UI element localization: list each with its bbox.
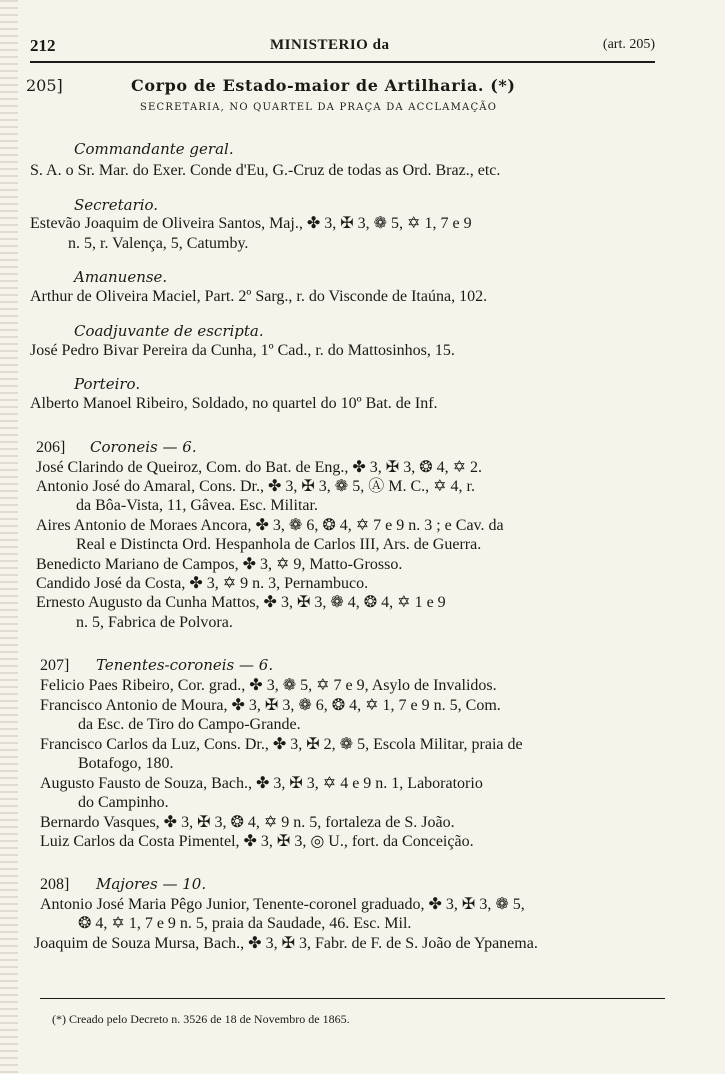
s208-entry-1-cont: ❂ 4, ✡ 1, 7 e 9 n. 5, praia da Saudade, 46. Esc. Mil.: [78, 915, 412, 932]
s207-entry-5: Bernardo Vasques, ✤ 3, ✠ 3, ❂ 4, ✡ 9 n. 5, fortaleza de S. João.: [40, 814, 455, 831]
section-206-heading: Coroneis — 6.: [90, 438, 197, 456]
s206-entry-1: José Clarindo de Queiroz, Com. do Bat. de Eng., ✤ 3, ✠ 3, ❂ 4, ✡ 2.: [36, 459, 483, 476]
s207-entry-4-cont: do Campinho.: [78, 794, 169, 811]
s207-entry-6: Luiz Carlos da Costa Pimentel, ✤ 3, ✠ 3, ◎ U., fort. da Conceição.: [40, 833, 474, 850]
section-207-heading: Tenentes-coroneis — 6.: [96, 656, 274, 674]
porteiro-entry: Alberto Manoel Ribeiro, Soldado, no quartel do 10º Bat. de Inf.: [30, 395, 438, 412]
section-207-number: 207]: [40, 657, 70, 674]
s206-entry-3-cont: Real e Distincta Ord. Hespanhola de Carlos III, Ars. de Guerra.: [76, 536, 482, 553]
secretario-entry-line2: n. 5, r. Valença, 5, Catumby.: [68, 235, 249, 252]
section-title: Corpo de Estado-maior de Artilharia. (*): [131, 76, 516, 95]
s207-entry-4: Augusto Fausto de Souza, Bach., ✤ 3, ✠ 3, ✡ 4 e 9 n. 1, Laboratorio: [40, 775, 483, 792]
header-rule: [30, 61, 655, 63]
running-title: MINISTERIO da: [270, 37, 390, 53]
secretario-heading: Secretario.: [74, 196, 159, 214]
s207-entry-1: Felicio Paes Ribeiro, Cor. grad., ✤ 3, ❁ 5, ✡ 7 e 9, Asylo de Invalidos.: [40, 677, 497, 694]
footnote: (*) Creado pelo Decreto n. 3526 de 18 de Novembro de 1865.: [52, 1012, 350, 1026]
s206-entry-5: Candido José da Costa, ✤ 3, ✡ 9 n. 3, Pernambuco.: [36, 575, 369, 592]
amanuense-heading: Amanuense.: [74, 268, 168, 286]
s207-entry-3-cont: Botafogo, 180.: [78, 755, 174, 772]
coadjuvante-entry: José Pedro Bivar Pereira da Cunha, 1º Cad., r. do Mattosinhos, 15.: [30, 342, 455, 359]
s206-entry-4: Benedicto Mariano de Campos, ✤ 3, ✡ 9, Matto-Grosso.: [36, 556, 403, 573]
commandante-heading: Commandante geral.: [74, 140, 234, 158]
coadjuvante-heading: Coadjuvante de escripta.: [74, 322, 264, 340]
section-number: 205]: [26, 76, 63, 95]
commandante-entry: S. A. o Sr. Mar. do Exer. Conde d'Eu, G.-Cruz de todas as Ord. Braz., etc.: [30, 162, 501, 179]
page-number: 212: [30, 36, 56, 55]
footnote-rule: [40, 998, 665, 999]
section-subtitle: SECRETARIA, NO QUARTEL DA PRAÇA DA ACCLAMAÇÃO: [140, 102, 498, 113]
s206-entry-2-cont: da Bôa-Vista, 11, Gâvea. Esc. Militar.: [76, 497, 318, 514]
s206-entry-2: Antonio José do Amaral, Cons. Dr., ✤ 3, ✠ 3, ❁ 5, Ⓐ M. C., ✡ 4, r.: [36, 478, 475, 495]
page-edge: [0, 0, 18, 1074]
section-206-number: 206]: [36, 439, 66, 456]
s208-entry-2: Joaquim de Souza Mursa, Bach., ✤ 3, ✠ 3, Fabr. de F. de S. João de Ypanema.: [34, 935, 538, 952]
amanuense-entry: Arthur de Oliveira Maciel, Part. 2º Sarg., r. do Visconde de Itaúna, 102.: [30, 288, 488, 305]
s206-entry-3: Aires Antonio de Moraes Ancora, ✤ 3, ❁ 6, ❂ 4, ✡ 7 e 9 n. 3 ; e Cav. da: [36, 517, 504, 534]
secretario-entry-line1: Estevão Joaquim de Oliveira Santos, Maj., ✤ 3, ✠ 3, ❁ 5, ✡ 1, 7 e 9: [30, 215, 472, 232]
porteiro-heading: Porteiro.: [74, 375, 141, 393]
page-header: [30, 36, 655, 58]
section-208-heading: Majores — 10.: [96, 875, 207, 893]
s206-entry-6: Ernesto Augusto da Cunha Mattos, ✤ 3, ✠ 3, ❁ 4, ❂ 4, ✡ 1 e 9: [36, 594, 446, 611]
section-title-row: [26, 76, 666, 100]
section-208-number: 208]: [40, 876, 70, 893]
article-reference: (art. 205): [602, 37, 655, 52]
s206-entry-6-cont: n. 5, Fabrica de Polvora.: [76, 614, 233, 631]
s207-entry-3: Francisco Carlos da Luz, Cons. Dr., ✤ 3, ✠ 2, ❁ 5, Escola Militar, praia de: [40, 736, 523, 753]
s207-entry-2-cont: da Esc. de Tiro do Campo-Grande.: [78, 716, 301, 733]
s208-entry-1: Antonio José Maria Pêgo Junior, Tenente-coronel graduado, ✤ 3, ✠ 3, ❁ 5,: [40, 896, 525, 913]
s207-entry-2: Francisco Antonio de Moura, ✤ 3, ✠ 3, ❁ 6, ❂ 4, ✡ 1, 7 e 9 n. 5, Com.: [40, 697, 501, 714]
